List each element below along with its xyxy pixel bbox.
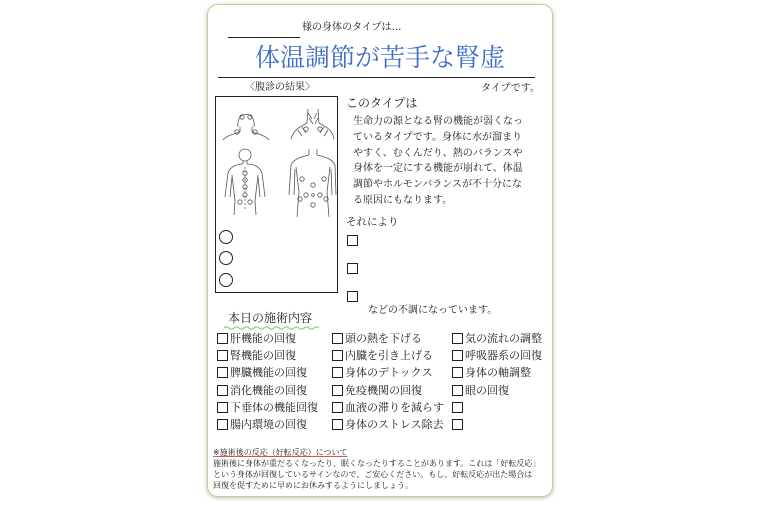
- body-diagrams: [216, 97, 337, 292]
- treatment-item: [332, 330, 444, 347]
- treatment-item-label: 身体の軸調整: [465, 366, 531, 380]
- description-line: る原因にもなります。: [353, 194, 453, 206]
- treatment-item: [452, 364, 542, 381]
- navel-mark: [312, 194, 315, 197]
- notice-line: 施術後に身体が重だるくなったり、眠くなったりすることがあります。これは「好転反応」: [213, 458, 541, 468]
- treatment-checkbox[interactable]: [332, 333, 343, 344]
- treatment-item: [217, 330, 318, 347]
- treatment-checkbox[interactable]: [452, 333, 463, 344]
- wavy-line: [224, 327, 319, 329]
- treatment-item-label: 身体のストレス除去: [345, 418, 444, 432]
- treatment-item-label: 頭の熱を下げる: [345, 332, 422, 346]
- treatment-checkbox[interactable]: [217, 419, 228, 430]
- diagram-marker: [311, 203, 315, 207]
- diagram-marker: [235, 130, 239, 134]
- shoulder-outline: [223, 132, 269, 140]
- symptoms-intro: それにより: [346, 216, 399, 228]
- neck-outline: [243, 161, 247, 164]
- neck-outline: [307, 109, 319, 123]
- treatment-checkbox[interactable]: [217, 367, 228, 378]
- abdominal-diagnosis-label: 〈腹診の結果〉: [245, 82, 315, 93]
- treatment-item-blank: [452, 399, 542, 416]
- treatment-checkbox[interactable]: [452, 367, 463, 378]
- treatment-column-3: [452, 330, 542, 433]
- diagram-marker: [304, 193, 308, 197]
- neck-figure: [223, 114, 269, 140]
- treatment-column-2: [332, 330, 444, 433]
- treatment-item: [217, 364, 318, 381]
- treatment-item-label: 免疫機関の回復: [345, 383, 422, 397]
- diagram-marker: [248, 200, 252, 204]
- symptom-checkbox[interactable]: [347, 263, 358, 274]
- diagram-marker: [238, 200, 242, 204]
- treatment-column-1: [217, 330, 318, 433]
- treatment-checkbox[interactable]: [332, 419, 343, 430]
- treatment-item-label: 眼の回復: [465, 383, 509, 397]
- treatment-item-label: 消化機能の回復: [230, 383, 307, 397]
- treatment-checkbox[interactable]: [332, 385, 343, 396]
- treatment-checkbox[interactable]: [332, 402, 343, 413]
- notice-line: という身体が回復しているサインなので、ご安心ください。もし、好転反応が出た場合は: [213, 469, 533, 479]
- description-line: 身体を一定にする機能が崩れて、体温: [353, 163, 523, 175]
- symptoms-outro: などの不調になっています。: [368, 305, 498, 316]
- treatment-item: [217, 382, 318, 399]
- treatment-item-blank: [452, 416, 542, 433]
- title-underline: [218, 77, 535, 78]
- notice-line: 回復を促すために早めにお休みするようにしましょう。: [213, 480, 413, 490]
- notice-heading: [213, 447, 540, 458]
- type-result-card: [207, 4, 553, 497]
- treatment-item: [332, 364, 444, 381]
- treatment-checkbox[interactable]: [452, 385, 463, 396]
- type-title: 体温調節が苦手な腎虚: [254, 43, 505, 72]
- symptom-checkbox[interactable]: [347, 291, 358, 302]
- treatment-item-label: 内臓を引き上げる: [345, 349, 433, 363]
- diagram-marker: [318, 127, 322, 131]
- treatment-item-label: 腎機能の回復: [230, 349, 296, 363]
- treatment-checkbox[interactable]: [217, 350, 228, 361]
- result-circle[interactable]: [219, 230, 233, 244]
- torso-outline: [296, 167, 330, 217]
- treatment-item-label: 呼吸器系の回復: [465, 349, 542, 363]
- treatment-item: [332, 416, 444, 433]
- treatment-checkbox[interactable]: [452, 402, 463, 413]
- treatment-item: [452, 382, 542, 399]
- description-line: ているタイプです。身体に水が溜まり: [353, 131, 522, 143]
- treatment-item-label: 肝機能の回復: [230, 332, 296, 346]
- diagram-marker: [304, 127, 308, 131]
- treatment-item-label: 身体のデトックス: [345, 366, 433, 380]
- treatment-item: [217, 416, 318, 433]
- neck-outline: [240, 127, 252, 132]
- treatment-checkbox[interactable]: [217, 385, 228, 396]
- description-line: 生命力の源となる腎の機能が弱くなっ: [353, 116, 523, 127]
- treatment-item: [217, 399, 318, 416]
- head-outline: [239, 149, 251, 161]
- treatment-item: [332, 347, 444, 364]
- treatment-item-label: 血液の滞りを減らす: [345, 400, 444, 414]
- treatment-checkbox[interactable]: [332, 367, 343, 378]
- treatment-item-label: 腸内環境の回復: [230, 418, 307, 432]
- diagnosis-result-box: [215, 96, 338, 293]
- treatment-checkbox[interactable]: [452, 419, 463, 430]
- muscle-shading: [298, 113, 328, 136]
- treatment-item: [452, 347, 542, 364]
- treatment-checkbox[interactable]: [332, 350, 343, 361]
- treatment-heading: 本日の施術内容: [228, 311, 313, 325]
- description-heading: このタイプは: [346, 96, 418, 110]
- treatment-checkbox[interactable]: [217, 333, 228, 344]
- treatment-item: [217, 347, 318, 364]
- symptom-checkbox[interactable]: [347, 235, 358, 246]
- treatment-item-label: 脾臓機能の回復: [230, 366, 307, 380]
- diagram-marker: [300, 177, 304, 181]
- treatment-item: [332, 399, 444, 416]
- client-name-blank-line: [228, 37, 300, 38]
- front-torso-figure: [289, 149, 336, 217]
- shoulder-back-figure: [291, 109, 334, 139]
- diagram-marker: [318, 193, 322, 197]
- treatment-item-label: 下垂体の機能回復: [230, 400, 318, 414]
- back-body-figure: [225, 149, 265, 215]
- diagram-marker: [253, 130, 257, 134]
- treatment-checkbox[interactable]: [217, 402, 228, 413]
- description-text: [353, 114, 523, 209]
- inner-arm-outline: [294, 169, 332, 195]
- description-line: 調節やホルモンバランスが不十分にな: [353, 179, 522, 191]
- description-line: やすく、むくんだり、熱のバランスや: [353, 147, 523, 159]
- treatment-item: [332, 382, 444, 399]
- diagram-marker: [322, 177, 326, 181]
- diagram-marker: [311, 183, 315, 187]
- treatment-item-label: 気の流れの調整: [465, 332, 542, 346]
- result-circle[interactable]: [219, 251, 233, 265]
- name-suffix-text: 様の身体のタイプは…: [302, 22, 402, 33]
- treatment-item: [452, 330, 542, 347]
- notice-heading-text: ※施術後の反応（好転反応）について: [213, 447, 348, 457]
- result-circle[interactable]: [219, 273, 233, 287]
- aftercare-notice: [213, 447, 540, 491]
- treatment-checkbox[interactable]: [452, 350, 463, 361]
- type-suffix-text: タイプです。: [481, 83, 540, 94]
- neck-outline: [309, 149, 317, 155]
